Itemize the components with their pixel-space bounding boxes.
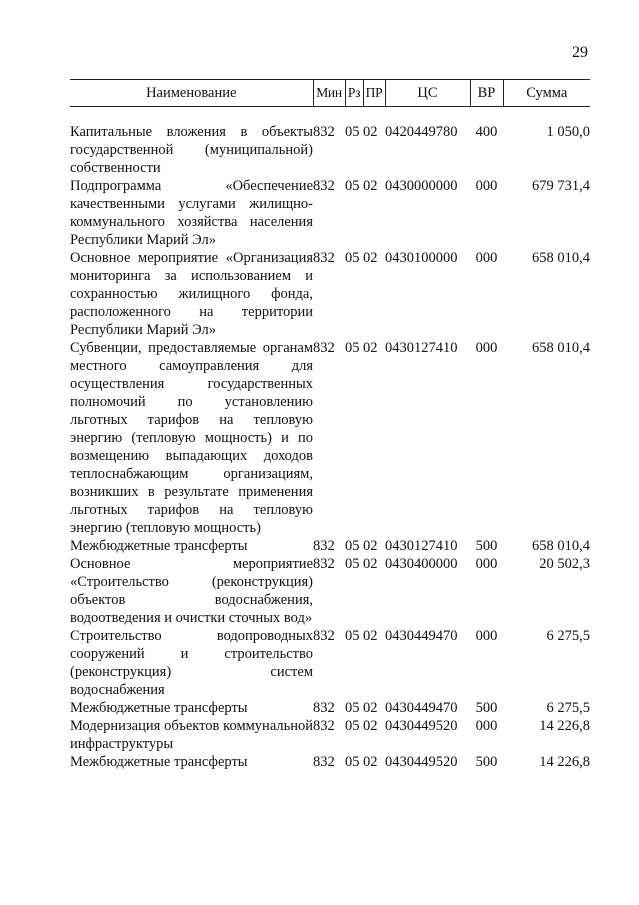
row-sum: 20 502,3 — [539, 556, 590, 572]
budget-table — [70, 79, 590, 771]
row-pr: 02 — [363, 700, 378, 716]
row-vr: 000 — [475, 178, 498, 194]
row-rz: 05 — [345, 754, 360, 770]
row-cs: 0430127410 — [385, 538, 458, 554]
page-number: 29 — [572, 44, 588, 61]
row-sum: 679 731,4 — [532, 178, 590, 194]
row-name: Межбюджетные трансферты — [70, 538, 248, 554]
row-name: Подпрограмма «Обеспечение качественными услугами жилищно-коммунального хозяйства населения Республики Марий Эл» — [70, 178, 313, 248]
row-name: Строительство водопроводных сооружений и строительство (реконструкция) систем водоснабжения — [70, 628, 313, 698]
row-vr: 500 — [475, 538, 498, 554]
row-sum: 658 010,4 — [532, 250, 590, 266]
row-pr: 02 — [363, 538, 378, 554]
row-min: 832 — [313, 124, 335, 140]
row-name: Основное мероприятие «Организация мониторинга за использованием и сохранностью жилищного фонда, расположенного на территории Республики Марий Эл» — [70, 250, 313, 338]
header-vr: ВР — [470, 80, 503, 107]
row-sum: 6 275,5 — [546, 628, 590, 644]
row-min: 832 — [313, 340, 335, 356]
row-pr: 02 — [363, 718, 378, 734]
row-min: 832 — [313, 700, 335, 716]
table-row — [70, 627, 590, 699]
row-rz: 05 — [345, 700, 360, 716]
row-vr: 000 — [475, 250, 498, 266]
row-cs: 0430127410 — [385, 340, 458, 356]
row-cs: 0430449520 — [385, 718, 458, 734]
row-rz: 05 — [345, 556, 360, 572]
row-vr: 500 — [475, 754, 498, 770]
row-cs: 0430000000 — [385, 178, 458, 194]
row-cs: 0430400000 — [385, 556, 458, 572]
row-name: Субвенции, предоставляемые органам местного самоуправления для осуществления государственных полномочий по установлению льготных тарифов на тепловую энергию (тепловую мощность) и по возмещению выпадающих доходов теплоснабжающим организациям, возникших в результате применения льготных тарифов на тепловую энергию (тепловую мощность) — [70, 340, 313, 536]
row-sum: 6 275,5 — [546, 700, 590, 716]
table-row — [70, 555, 590, 627]
row-cs: 0430449520 — [385, 754, 458, 770]
table-row — [70, 537, 590, 555]
row-name: Межбюджетные трансферты — [70, 700, 248, 716]
row-vr: 000 — [475, 628, 498, 644]
row-name: Межбюджетные трансферты — [70, 754, 248, 770]
row-cs: 0430449470 — [385, 628, 458, 644]
row-vr: 000 — [475, 556, 498, 572]
header-pr: ПР — [363, 80, 385, 107]
table-row — [70, 753, 590, 771]
row-vr: 500 — [475, 700, 498, 716]
row-cs: 0430100000 — [385, 250, 458, 266]
row-min: 832 — [313, 718, 335, 734]
row-rz: 05 — [345, 718, 360, 734]
header-cs: ЦС — [385, 80, 470, 107]
row-min: 832 — [313, 538, 335, 554]
table-row — [70, 177, 590, 249]
row-rz: 05 — [345, 538, 360, 554]
header-sum: Сумма — [503, 80, 590, 107]
row-rz: 05 — [345, 628, 360, 644]
row-min: 832 — [313, 250, 335, 266]
row-sum: 658 010,4 — [532, 340, 590, 356]
row-pr: 02 — [363, 124, 378, 140]
header-rz: Рз — [345, 80, 363, 107]
header-min: Мин — [313, 80, 345, 107]
row-rz: 05 — [345, 250, 360, 266]
row-cs: 0430449470 — [385, 700, 458, 716]
row-name: Основное мероприятие «Строительство (реконструкция) объектов водоснабжения, водоотведения и очистки сточных вод» — [70, 556, 313, 626]
row-rz: 05 — [345, 340, 360, 356]
row-vr: 000 — [475, 340, 498, 356]
table-row — [70, 717, 590, 753]
row-name: Модернизация объектов коммунальной инфраструктуры — [70, 718, 313, 752]
row-min: 832 — [313, 628, 335, 644]
row-sum: 658 010,4 — [532, 538, 590, 554]
table-row — [70, 699, 590, 717]
row-pr: 02 — [363, 340, 378, 356]
row-pr: 02 — [363, 628, 378, 644]
row-vr: 000 — [475, 718, 498, 734]
row-cs: 0420449780 — [385, 124, 458, 140]
row-min: 832 — [313, 556, 335, 572]
row-sum: 14 226,8 — [539, 718, 590, 734]
row-pr: 02 — [363, 556, 378, 572]
row-vr: 400 — [475, 124, 498, 140]
row-pr: 02 — [363, 754, 378, 770]
row-rz: 05 — [345, 178, 360, 194]
table-row — [70, 249, 590, 339]
table-row — [70, 123, 590, 177]
row-sum: 14 226,8 — [539, 754, 590, 770]
row-pr: 02 — [363, 178, 378, 194]
row-rz: 05 — [345, 124, 360, 140]
table-header-row — [70, 80, 590, 107]
table-row — [70, 339, 590, 537]
row-name: Капитальные вложения в объекты государственной (муниципальной) собственности — [70, 124, 313, 176]
row-pr: 02 — [363, 250, 378, 266]
row-min: 832 — [313, 178, 335, 194]
header-name: Наименование — [70, 80, 313, 107]
row-min: 832 — [313, 754, 335, 770]
row-sum: 1 050,0 — [546, 124, 590, 140]
